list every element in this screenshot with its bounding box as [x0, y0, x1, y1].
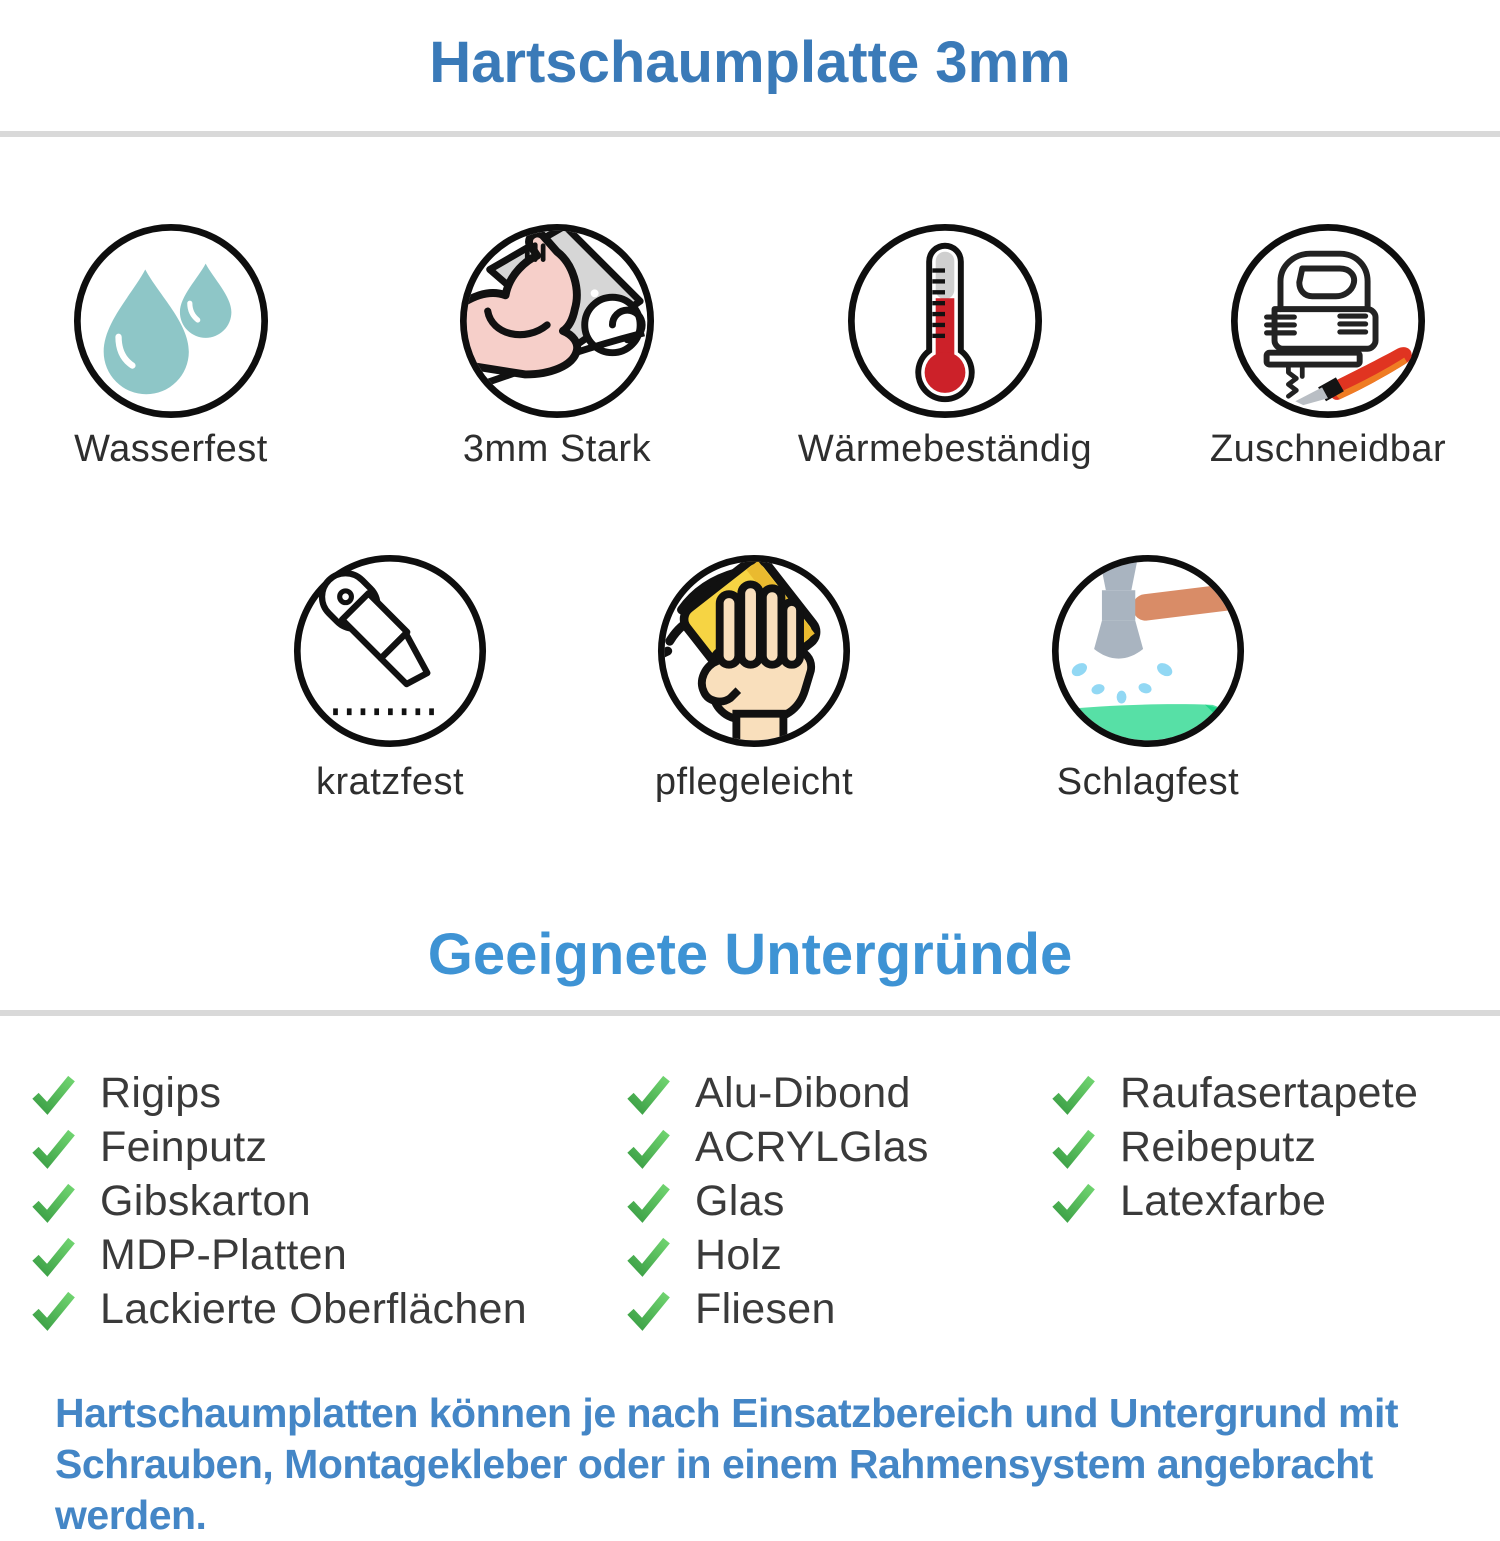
feature-label: Schlagfest: [1056, 761, 1240, 803]
check-icon: [30, 1178, 77, 1225]
substrate-label: Raufasertapete: [1120, 1068, 1419, 1117]
mounting-note-line-1: Hartschaumplatten können je nach Einsatzbereich und Untergrund mit: [55, 1390, 1398, 1436]
feature-label: Zuschneidbar: [1209, 428, 1447, 470]
substrate-label: Lackierte Oberflächen: [100, 1284, 527, 1333]
feature-label: pflegeleicht: [654, 761, 854, 803]
list-item: [625, 1282, 929, 1336]
feature-kratzfest: [220, 553, 560, 805]
page-title: Hartschaumplatte 3mm: [429, 30, 1071, 95]
list-item: [625, 1174, 929, 1228]
substrate-label: Glas: [695, 1176, 785, 1225]
list-item: [30, 1066, 527, 1120]
divider-top: [0, 131, 1500, 137]
check-icon: [625, 1286, 672, 1333]
feature-label: Wärmebeständig: [797, 428, 1093, 470]
mounting-note-line-2: Schrauben, Montagekleber oder in einem Rahmensystem angebracht werden.: [55, 1441, 1373, 1538]
hammer-icon: [1050, 553, 1246, 749]
check-icon: [30, 1070, 77, 1117]
muscle-arm-icon: [458, 222, 656, 420]
substrate-column-3: [1050, 1066, 1418, 1228]
substrate-label: Alu-Dibond: [695, 1068, 911, 1117]
list-item: [30, 1282, 527, 1336]
list-item: [625, 1228, 929, 1282]
check-icon: [1050, 1070, 1097, 1117]
list-item: [30, 1174, 527, 1228]
check-icon: [30, 1232, 77, 1279]
thermometer-icon: [846, 222, 1044, 420]
utility-knife-icon: [292, 553, 488, 749]
check-icon: [625, 1232, 672, 1279]
list-item: [625, 1066, 929, 1120]
list-item: [625, 1120, 929, 1174]
list-item: [30, 1120, 527, 1174]
feature-label: 3mm Stark: [462, 428, 652, 470]
check-icon: [30, 1124, 77, 1171]
substrate-column-2: [625, 1066, 929, 1336]
list-item: [1050, 1120, 1418, 1174]
feature-waermebestaendig: [775, 222, 1115, 472]
substrate-column-1: [30, 1066, 527, 1336]
check-icon: [30, 1286, 77, 1333]
list-item: [1050, 1174, 1418, 1228]
cleaning-hand-icon: [656, 553, 852, 749]
substrate-label: MDP-Platten: [100, 1230, 348, 1279]
substrate-label: ACRYLGlas: [695, 1122, 929, 1171]
jigsaw-knife-icon: [1229, 222, 1427, 420]
section-title-untergruende: Geeignete Untergründe: [427, 922, 1073, 987]
substrate-label: Fliesen: [695, 1284, 836, 1333]
feature-label: Wasserfest: [74, 428, 268, 470]
check-icon: [1050, 1178, 1097, 1225]
check-icon: [625, 1124, 672, 1171]
substrate-label: Holz: [695, 1230, 783, 1279]
feature-label: kratzfest: [315, 761, 465, 803]
mounting-note: [55, 1388, 1475, 1541]
check-icon: [625, 1070, 672, 1117]
check-icon: [625, 1178, 672, 1225]
feature-zuschneidbar: [1158, 222, 1498, 472]
divider-middle: [0, 1010, 1500, 1016]
list-item: [1050, 1066, 1418, 1120]
feature-pflegeleicht: [584, 553, 924, 805]
feature-wasserfest: [1, 222, 341, 472]
substrate-label: Rigips: [100, 1068, 222, 1117]
water-drops-icon: [72, 222, 270, 420]
feature-schlagfest: [978, 553, 1318, 805]
substrate-label: Gibskarton: [100, 1176, 311, 1225]
check-icon: [1050, 1124, 1097, 1171]
list-item: [30, 1228, 527, 1282]
substrate-label: Feinputz: [100, 1122, 268, 1171]
substrate-label: Latexfarbe: [1120, 1176, 1327, 1225]
substrate-label: Reibeputz: [1120, 1122, 1317, 1171]
feature-3mm-stark: [387, 222, 727, 472]
